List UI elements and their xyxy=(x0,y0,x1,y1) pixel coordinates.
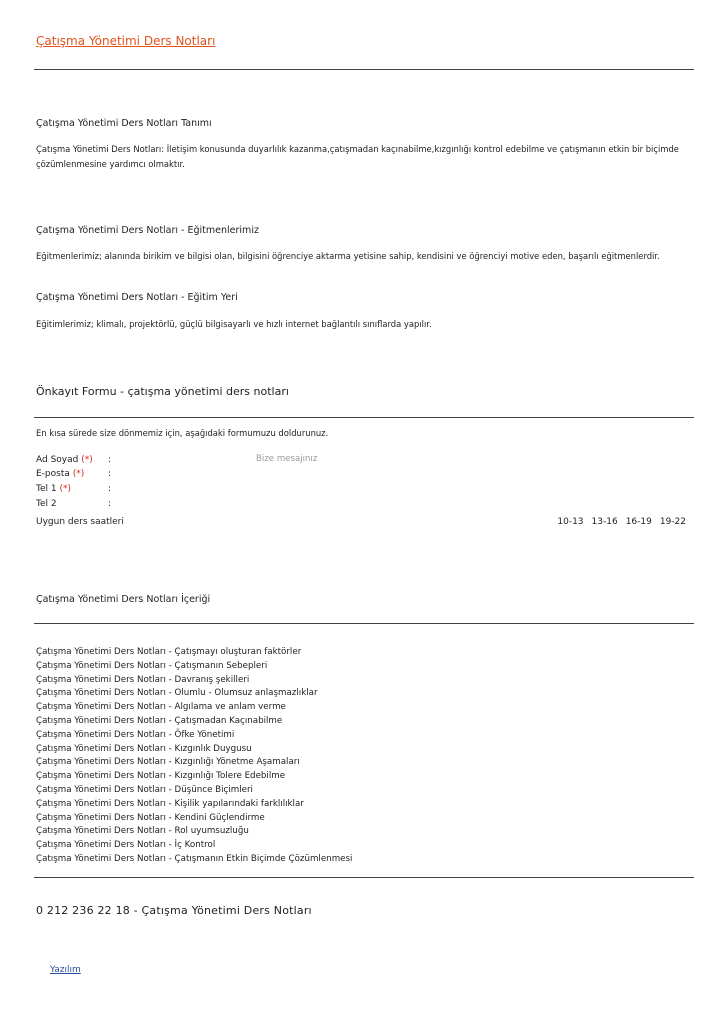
location-text: Eğitimlerimiz; klimalı, projektörlü, güçlü bilgisayarlı ve hızlı internet bağlantılı sınıflarda yapılır. xyxy=(36,319,432,329)
footer-software-link[interactable]: Yazılım xyxy=(50,965,81,975)
hour-option-19-22[interactable]: 19-22 xyxy=(659,517,686,527)
email-label: E-posta (*) xyxy=(36,468,85,479)
form-row-name: Ad Soyad (*) : xyxy=(36,453,241,467)
tel2-input[interactable] xyxy=(121,497,241,509)
trainers-text: Eğitmenlerimiz; alanında birikim ve bilgisi olan, bilgisini öğrenciye aktarma yetisine sahip, kendisini ve öğrenciyi motive eden, başarılı eğitmenlerdir. xyxy=(36,251,660,261)
list-item: Çatışma Yönetimi Ders Notları - Çatışmayı oluşturan faktörler xyxy=(36,647,302,657)
lesson-hours-label: Uygun ders saatleri xyxy=(36,517,124,527)
form-row-email: E-posta (*) : xyxy=(36,467,241,481)
footer-divider xyxy=(34,877,694,878)
list-item: Çatışma Yönetimi Ders Notları - Çatışmadan Kaçınabilme xyxy=(36,715,283,726)
name-input[interactable] xyxy=(121,453,241,465)
form-divider xyxy=(34,417,694,418)
contents-list xyxy=(36,646,352,867)
header-divider xyxy=(34,69,694,70)
list-item: Çatışma Yönetimi Ders Notları - Kızgınlığı Yönetme Aşamaları xyxy=(36,757,300,768)
list-item: Çatışma Yönetimi Ders Notları - Çatışmanın Sebepleri xyxy=(36,660,268,671)
list-item: Çatışma Yönetimi Ders Notları - Düşünce Biçimleri xyxy=(36,784,253,795)
name-label: Ad Soyad (*) xyxy=(36,454,93,465)
email-input[interactable] xyxy=(121,467,241,479)
definition-text: Çatışma Yönetimi Ders Notları: İletişim konusunda duyarlılık kazanma,çatışmadan kaçınabilme,kızgınlığı kontrol edebilme ve çatışmanın etkin bir biçimde çözümlenmesine yardımcı olmaktır. xyxy=(36,144,679,169)
form-heading: Önkayıt Formu - çatışma yönetimi ders notları xyxy=(36,385,289,398)
list-item: Çatışma Yönetimi Ders Notları - Algılama ve anlam verme xyxy=(36,702,286,713)
list-item: Çatışma Yönetimi Ders Notları - Kişilik yapılarındaki farklılıklar xyxy=(36,798,304,809)
tel1-input[interactable] xyxy=(121,482,241,494)
hour-option-13-16[interactable]: 13-16 xyxy=(591,517,618,527)
form-row-tel1: Tel 1 (*) : xyxy=(36,482,241,496)
list-item: Çatışma Yönetimi Ders Notları - Çatışmanın Etkin Biçimde Çözümlenmesi xyxy=(36,853,353,864)
location-heading: Çatışma Yönetimi Ders Notları - Eğitim Yeri xyxy=(36,292,238,303)
list-item: Çatışma Yönetimi Ders Notları - İç Kontrol xyxy=(36,840,216,851)
hour-option-10-13[interactable]: 10-13 xyxy=(557,517,584,527)
list-item: Çatışma Yönetimi Ders Notları - Rol uyumsuzluğu xyxy=(36,826,249,837)
lesson-hours-options xyxy=(549,517,686,527)
form-intro: En kısa sürede size dönmemiz için, aşağıdaki formumuzu doldurunuz. xyxy=(36,428,329,438)
list-item: Çatışma Yönetimi Ders Notları - Kızgınlığı Tolere Edebilme xyxy=(36,771,286,782)
tel2-label: Tel 2 xyxy=(36,498,57,509)
list-item: Çatışma Yönetimi Ders Notları - Davranış şekilleri xyxy=(36,674,250,685)
hour-option-16-19[interactable]: 16-19 xyxy=(625,517,652,527)
lesson-hours-row xyxy=(36,517,686,527)
list-item: Çatışma Yönetimi Ders Notları - Kendini Güçlendirme xyxy=(36,812,265,823)
contents-divider xyxy=(34,623,694,624)
contents-heading: Çatışma Yönetimi Ders Notları İçeriği xyxy=(36,594,211,605)
definition-heading: Çatışma Yönetimi Ders Notları Tanımı xyxy=(36,118,212,129)
list-item: Çatışma Yönetimi Ders Notları - Kızgınlık Duygusu xyxy=(36,743,252,754)
list-item: Çatışma Yönetimi Ders Notları - Olumlu - Olumsuz anlaşmazlıklar xyxy=(36,688,318,699)
trainers-heading: Çatışma Yönetimi Ders Notları - Eğitmenlerimiz xyxy=(36,225,259,236)
form-row-tel2: Tel 2 : xyxy=(36,497,241,511)
tel1-label: Tel 1 (*) xyxy=(36,483,71,494)
page-title-link[interactable]: Çatışma Yönetimi Ders Notları xyxy=(36,34,216,48)
footer-phone: 0 212 236 22 18 - Çatışma Yönetimi Ders Notları xyxy=(36,904,312,917)
list-item: Çatışma Yönetimi Ders Notları - Öfke Yönetimi xyxy=(36,729,235,740)
message-textarea[interactable]: Bize mesajınız xyxy=(256,454,318,464)
